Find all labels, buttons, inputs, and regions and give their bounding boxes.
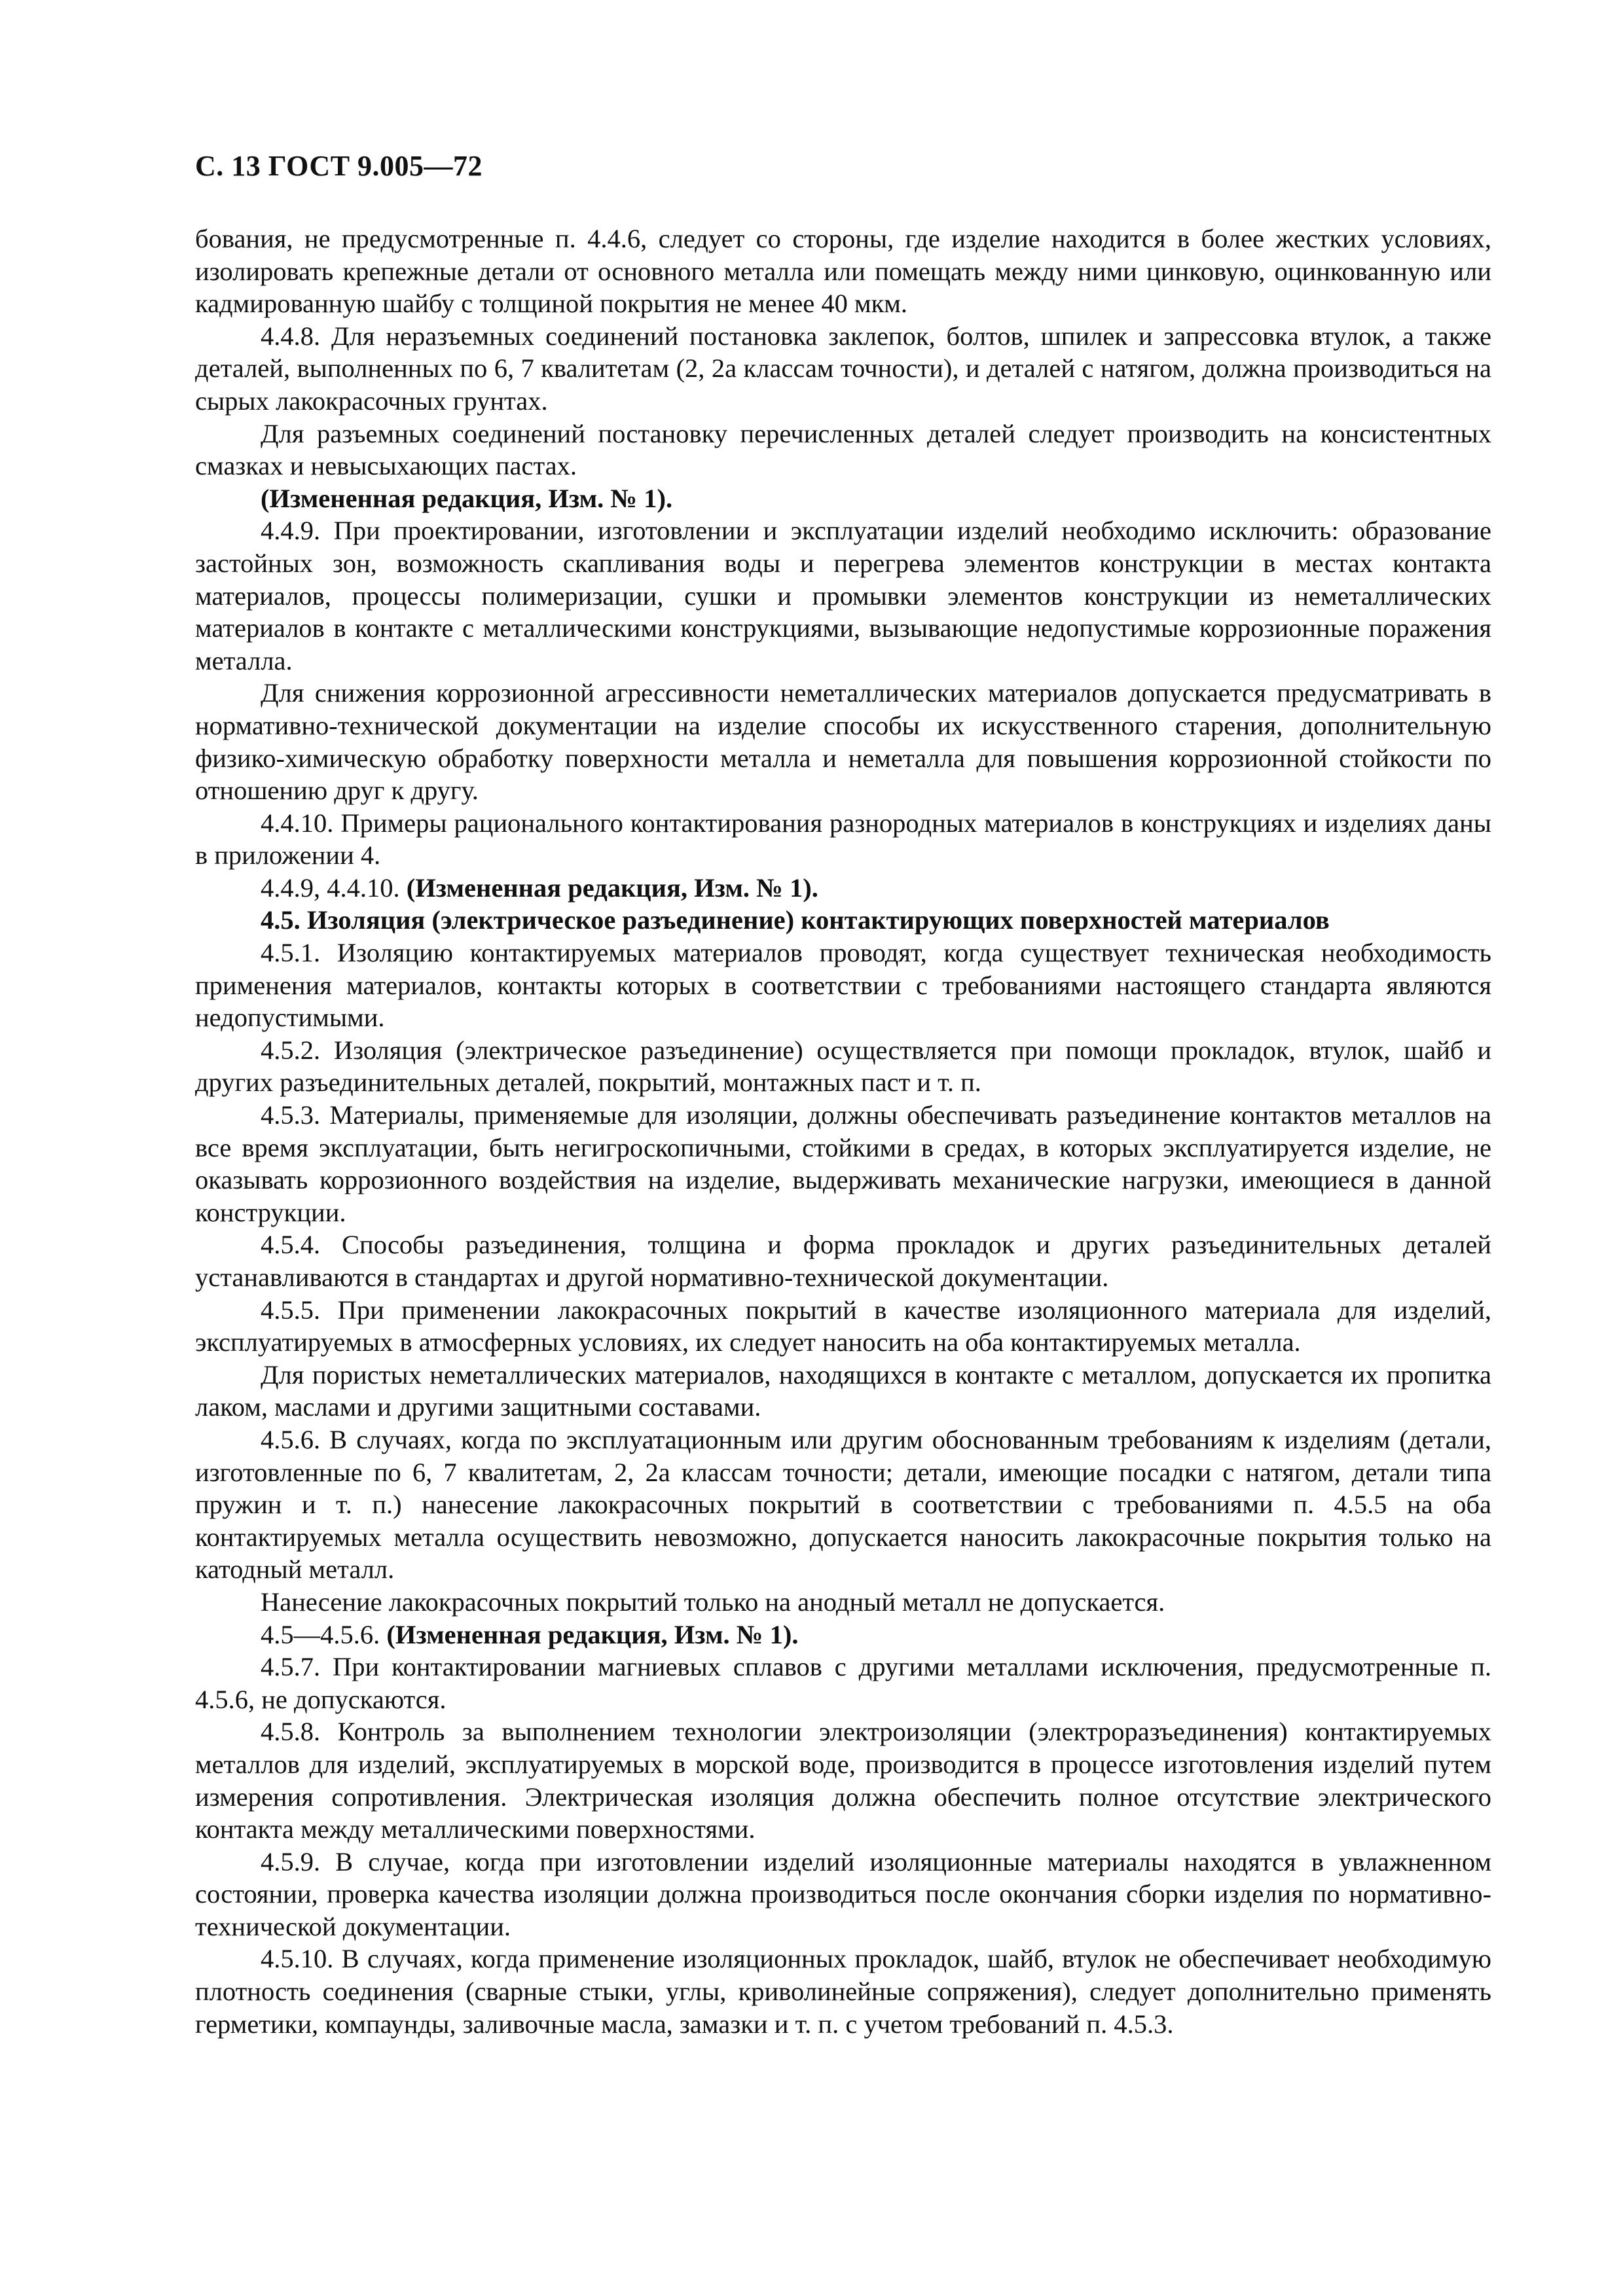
amendment-label: (Измененная редакция, Изм. № 1). (386, 1619, 799, 1649)
amendment-prefix: 4.5—4.5.6. (261, 1619, 387, 1649)
paragraph-detachable-joints: Для разъемных соединений постановку перечисленных деталей следует производить на консистентных смазках и невысыхающих пастах. (195, 418, 1491, 481)
paragraph-corrosion-aggressiveness: Для снижения коррозионной агрессивности неметаллических материалов допускается предусматривать в нормативно-технической документации на изделие способы их искусственного старения, дополнительную физико-химическую обработку поверхности металла и неметалла для повышения коррозионной стойкости по отношению друг к другу. (195, 678, 1491, 806)
document-body (195, 223, 1491, 2040)
amendment-label: (Измененная редакция, Изм. № 1). (406, 872, 818, 903)
paragraph-continuation: бования, не предусмотренные п. 4.4.6, следует со стороны, где изделие находится в более жестких условиях, изолировать крепежные детали от основного металла или помещать между ними цинковую, оцинкованную или кадмированную шайбу с толщиной покрытия не менее 40 мкм. (195, 224, 1491, 319)
amendment-prefix: 4.4.9, 4.4.10. (261, 872, 407, 903)
paragraph-4-5-3: 4.5.3. Материалы, применяемые для изоляции, должны обеспечивать разъединение контактов металлов на все время эксплуатации, быть негигроскопичными, стойкими в средах, в которых эксплуатируется изделие, не оказывать коррозионного воздействия на изделие, выдерживать механические нагрузки, имеющиеся в данной конструкции. (195, 1100, 1491, 1227)
amendment-note-4-4-9-4-4-10 (195, 872, 1491, 905)
paragraph-anodic-metal: Нанесение лакокрасочных покрытий только на анодный металл не допускается. (261, 1587, 1165, 1617)
paragraph-4-5-2: 4.5.2. Изоляция (электрическое разъединение) осуществляется при помощи прокладок, втулок, шайб и других разъединительных деталей, покрытий, монтажных паст и т. п. (195, 1035, 1491, 1098)
paragraph-4-5-9: 4.5.9. В случае, когда при изготовлении изделий изоляционные материалы находятся в увлажненном состоянии, проверка качества изоляции должна производиться после окончания сборки изделия по нормативно-технической документации. (195, 1846, 1491, 1941)
paragraph-4-5-7: 4.5.7. При контактировании магниевых сплавов с другими металлами исключения, предусмотренные п. 4.5.6, не допускаются. (195, 1652, 1491, 1714)
section-heading-4-5: 4.5. Изоляция (электрическое разъединение) контактирующих поверхностей материалов (261, 905, 1330, 935)
paragraph-4-5-6: 4.5.6. В случаях, когда по эксплуатационным или другим обоснованным требованиям к изделиям (детали, изготовленные по 6, 7 квалитетам, 2, 2а классам точности; детали, имеющие посадки с натягом, детали типа пружин и т. п.) нанесение лакокрасочных покрытий в соответствии с требованиями п. 4.5.5 на оба контактируемых металла осуществить невозможно, допускается наносить лакокрасочные покрытия только на катодный металл. (195, 1424, 1491, 1585)
amendment-note-4-5-4-5-6 (195, 1619, 1491, 1651)
paragraph-4-4-9: 4.4.9. При проектировании, изготовлении и эксплуатации изделий необходимо исключить: образование застойных зон, возможность скапливания воды и перегрева элементов конструкции в местах контакта материалов, процессы полимеризации, сушки и промывки элементов конструкции из неметаллических материалов в контакте с металлическими конструкциями, вызывающие недопустимые коррозионные поражения металла. (195, 516, 1491, 675)
paragraph-4-4-10: 4.4.10. Примеры рационального контактирования разнородных материалов в конструкциях и изделиях даны в приложении 4. (195, 808, 1491, 870)
paragraph-4-5-10: 4.5.10. В случаях, когда применение изоляционных прокладок, шайб, втулок не обеспечивает необходимую плотность соединения (сварные стыки, углы, криволинейные сопряжения), следует дополнительно применять герметики, компаунды, заливочные масла, замазки и т. п. с учетом требований п. 4.5.3. (195, 1944, 1491, 2039)
paragraph-4-5-1: 4.5.1. Изоляцию контактируемых материалов проводят, когда существует техническая необходимость применения материалов, контакты которых в соответствии с требованиями настоящего стандарта являются недопустимыми. (195, 938, 1491, 1033)
paragraph-4-5-5: 4.5.5. При применении лакокрасочных покрытий в качестве изоляционного материала для изделий, эксплуатируемых в атмосферных условиях, их следует наносить на оба контактируемых металла. (195, 1295, 1491, 1357)
paragraph-4-5-4: 4.5.4. Способы разъединения, толщина и форма прокладок и других разъединительных деталей устанавливаются в стандартах и другой нормативно-технической документации. (195, 1230, 1491, 1292)
page-header: С. 13 ГОСТ 9.005—72 (195, 150, 483, 182)
paragraph-porous-materials: Для пористых неметаллических материалов, находящихся в контакте с металлом, допускается их пропитка лаком, маслами и другими защитными составами. (195, 1359, 1491, 1422)
amendment-note: (Измененная редакция, Изм. № 1). (261, 483, 673, 513)
paragraph-4-5-8: 4.5.8. Контроль за выполнением технологии электроизоляции (электроразъединения) контактируемых металлов для изделий, эксплуатируемых в морской воде, производится в процессе изготовления изделий путем измерения сопротивления. Электрическая изоляция должна обеспечить полное отсутствие электрического контакта между металлическими поверхностями. (195, 1717, 1491, 1844)
paragraph-4-4-8: 4.4.8. Для неразъемных соединений постановка заклепок, болтов, шпилек и запрессовка втулок, а также деталей, выполненных по 6, 7 квалитетам (2, 2а классам точности), и деталей с натягом, должна производиться на сырых лакокрасочных грунтах. (195, 321, 1491, 416)
